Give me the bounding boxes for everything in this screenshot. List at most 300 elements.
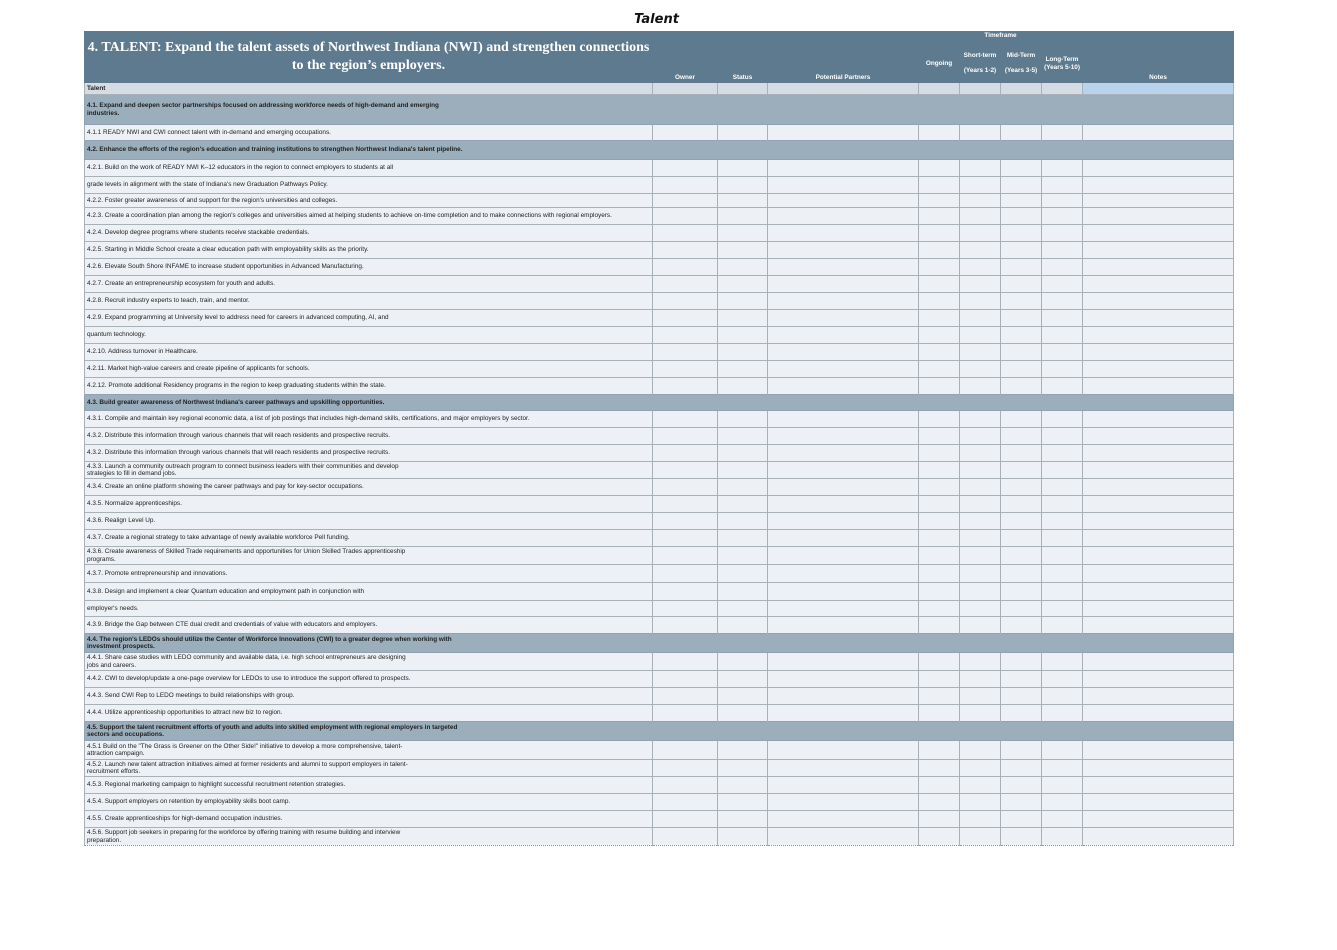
table-cell[interactable] <box>718 705 768 722</box>
table-cell[interactable] <box>768 225 919 242</box>
table-cell[interactable] <box>1042 496 1083 513</box>
table-cell[interactable] <box>919 177 960 194</box>
table-cell[interactable] <box>653 741 718 760</box>
table-cell[interactable] <box>1083 760 1234 777</box>
table-cell[interactable] <box>919 601 960 617</box>
table-cell[interactable] <box>653 530 718 547</box>
table-cell[interactable] <box>718 310 768 327</box>
table-cell[interactable] <box>718 741 768 760</box>
table-cell[interactable] <box>1083 705 1234 722</box>
table-cell[interactable] <box>1001 513 1042 530</box>
table-cell[interactable] <box>1001 428 1042 445</box>
table-cell[interactable] <box>653 601 718 617</box>
table-cell[interactable] <box>1083 479 1234 496</box>
table-cell[interactable] <box>653 310 718 327</box>
table-cell[interactable] <box>1083 496 1234 513</box>
table-cell[interactable] <box>768 194 919 208</box>
table-cell[interactable] <box>1001 378 1042 395</box>
table-cell[interactable] <box>919 194 960 208</box>
table-cell[interactable] <box>1042 479 1083 496</box>
table-cell[interactable] <box>919 583 960 601</box>
table-cell[interactable] <box>1001 208 1042 225</box>
table-cell[interactable] <box>1001 705 1042 722</box>
table-cell[interactable] <box>1083 530 1234 547</box>
table-cell[interactable] <box>1042 547 1083 565</box>
table-cell[interactable] <box>1042 344 1083 361</box>
table-cell[interactable] <box>653 462 718 479</box>
table-cell[interactable] <box>1083 276 1234 293</box>
table-cell[interactable] <box>919 479 960 496</box>
table-cell[interactable] <box>768 411 919 428</box>
table-cell[interactable] <box>768 445 919 462</box>
table-cell[interactable] <box>960 617 1001 634</box>
table-cell[interactable] <box>653 242 718 259</box>
table-cell[interactable] <box>960 310 1001 327</box>
table-cell[interactable] <box>1083 601 1234 617</box>
table-cell[interactable] <box>1042 653 1083 671</box>
table-cell[interactable] <box>653 777 718 794</box>
table-cell[interactable] <box>718 428 768 445</box>
table-cell[interactable] <box>1001 777 1042 794</box>
table-cell[interactable] <box>768 583 919 601</box>
table-cell[interactable] <box>1083 688 1234 705</box>
table-cell[interactable] <box>1083 344 1234 361</box>
table-cell[interactable] <box>1042 617 1083 634</box>
table-cell[interactable] <box>1042 208 1083 225</box>
table-cell[interactable] <box>653 513 718 530</box>
table-cell[interactable] <box>653 208 718 225</box>
table-cell[interactable] <box>768 705 919 722</box>
table-cell[interactable] <box>718 794 768 811</box>
table-cell[interactable] <box>1001 760 1042 777</box>
table-cell[interactable] <box>1042 794 1083 811</box>
table-cell[interactable] <box>1083 208 1234 225</box>
table-cell[interactable] <box>653 293 718 310</box>
table-cell[interactable] <box>718 344 768 361</box>
table-cell[interactable] <box>919 777 960 794</box>
table-cell[interactable] <box>1001 811 1042 828</box>
table-cell[interactable] <box>960 327 1001 344</box>
table-cell[interactable] <box>1042 242 1083 259</box>
table-cell[interactable] <box>1083 293 1234 310</box>
table-cell[interactable] <box>1001 547 1042 565</box>
table-cell[interactable] <box>768 653 919 671</box>
table-cell[interactable] <box>1042 160 1083 177</box>
table-cell[interactable] <box>768 310 919 327</box>
table-cell[interactable] <box>768 794 919 811</box>
table-cell[interactable] <box>960 705 1001 722</box>
table-cell[interactable] <box>1083 653 1234 671</box>
table-cell[interactable] <box>718 293 768 310</box>
table-cell[interactable] <box>919 428 960 445</box>
table-cell[interactable] <box>718 547 768 565</box>
table-cell[interactable] <box>768 760 919 777</box>
table-cell[interactable] <box>919 653 960 671</box>
table-cell[interactable] <box>718 653 768 671</box>
table-cell[interactable] <box>718 760 768 777</box>
table-cell[interactable] <box>960 177 1001 194</box>
table-cell[interactable] <box>718 479 768 496</box>
table-cell[interactable] <box>919 225 960 242</box>
table-cell[interactable] <box>653 828 718 846</box>
table-cell[interactable] <box>768 462 919 479</box>
table-cell[interactable] <box>1083 547 1234 565</box>
table-cell[interactable] <box>1001 479 1042 496</box>
table-cell[interactable] <box>653 160 718 177</box>
table-cell[interactable] <box>718 378 768 395</box>
table-cell[interactable] <box>919 125 960 141</box>
table-cell[interactable] <box>718 530 768 547</box>
table-cell[interactable] <box>960 411 1001 428</box>
table-cell[interactable] <box>718 259 768 276</box>
table-cell[interactable] <box>919 259 960 276</box>
table-cell[interactable] <box>1042 530 1083 547</box>
table-cell[interactable] <box>960 530 1001 547</box>
table-cell[interactable] <box>1042 671 1083 688</box>
table-cell[interactable] <box>960 688 1001 705</box>
table-cell[interactable] <box>768 276 919 293</box>
table-cell[interactable] <box>653 445 718 462</box>
table-cell[interactable] <box>718 411 768 428</box>
table-cell[interactable] <box>1001 177 1042 194</box>
table-cell[interactable] <box>1042 828 1083 846</box>
table-cell[interactable] <box>919 378 960 395</box>
table-cell[interactable] <box>1083 428 1234 445</box>
table-cell[interactable] <box>960 344 1001 361</box>
table-cell[interactable] <box>1083 794 1234 811</box>
table-cell[interactable] <box>653 496 718 513</box>
table-cell[interactable] <box>768 688 919 705</box>
table-cell[interactable] <box>1042 741 1083 760</box>
table-cell[interactable] <box>919 496 960 513</box>
table-cell[interactable] <box>919 513 960 530</box>
table-cell[interactable] <box>1083 513 1234 530</box>
table-cell[interactable] <box>653 811 718 828</box>
table-cell[interactable] <box>768 547 919 565</box>
table-cell[interactable] <box>1001 344 1042 361</box>
table-cell[interactable] <box>653 194 718 208</box>
table-cell[interactable] <box>1083 777 1234 794</box>
table-cell[interactable] <box>960 361 1001 378</box>
table-cell[interactable] <box>960 794 1001 811</box>
table-cell[interactable] <box>718 125 768 141</box>
table-cell[interactable] <box>1042 428 1083 445</box>
table-cell[interactable] <box>718 361 768 378</box>
table-cell[interactable] <box>960 276 1001 293</box>
table-cell[interactable] <box>919 208 960 225</box>
table-cell[interactable] <box>768 811 919 828</box>
table-cell[interactable] <box>1083 259 1234 276</box>
table-cell[interactable] <box>1042 411 1083 428</box>
table-cell[interactable] <box>960 760 1001 777</box>
table-cell[interactable] <box>653 565 718 583</box>
table-cell[interactable] <box>653 760 718 777</box>
table-cell[interactable] <box>718 811 768 828</box>
table-cell[interactable] <box>1083 378 1234 395</box>
table-cell[interactable] <box>1083 327 1234 344</box>
table-cell[interactable] <box>960 160 1001 177</box>
table-cell[interactable] <box>960 445 1001 462</box>
table-cell[interactable] <box>718 671 768 688</box>
table-cell[interactable] <box>768 671 919 688</box>
table-cell[interactable] <box>1083 741 1234 760</box>
table-cell[interactable] <box>1001 411 1042 428</box>
table-cell[interactable] <box>1083 177 1234 194</box>
table-cell[interactable] <box>1001 583 1042 601</box>
table-cell[interactable] <box>653 428 718 445</box>
table-cell[interactable] <box>1001 741 1042 760</box>
table-cell[interactable] <box>718 513 768 530</box>
table-cell[interactable] <box>653 411 718 428</box>
table-cell[interactable] <box>960 565 1001 583</box>
table-cell[interactable] <box>653 617 718 634</box>
table-cell[interactable] <box>960 601 1001 617</box>
table-cell[interactable] <box>718 601 768 617</box>
table-cell[interactable] <box>768 208 919 225</box>
table-cell[interactable] <box>768 777 919 794</box>
table-cell[interactable] <box>960 741 1001 760</box>
table-cell[interactable] <box>1083 462 1234 479</box>
table-cell[interactable] <box>960 293 1001 310</box>
table-cell[interactable] <box>718 777 768 794</box>
table-cell[interactable] <box>653 479 718 496</box>
table-cell[interactable] <box>1042 462 1083 479</box>
table-cell[interactable] <box>718 242 768 259</box>
table-cell[interactable] <box>1042 225 1083 242</box>
table-cell[interactable] <box>653 583 718 601</box>
table-cell[interactable] <box>718 177 768 194</box>
table-cell[interactable] <box>1001 462 1042 479</box>
table-cell[interactable] <box>960 428 1001 445</box>
table-cell[interactable] <box>1001 653 1042 671</box>
table-cell[interactable] <box>919 276 960 293</box>
table-cell[interactable] <box>1042 276 1083 293</box>
table-cell[interactable] <box>960 496 1001 513</box>
table-cell[interactable] <box>718 208 768 225</box>
table-cell[interactable] <box>1042 688 1083 705</box>
table-cell[interactable] <box>919 242 960 259</box>
table-cell[interactable] <box>960 225 1001 242</box>
table-cell[interactable] <box>1001 601 1042 617</box>
table-cell[interactable] <box>1001 361 1042 378</box>
table-cell[interactable] <box>919 565 960 583</box>
table-cell[interactable] <box>768 327 919 344</box>
table-cell[interactable] <box>1001 225 1042 242</box>
table-cell[interactable] <box>653 688 718 705</box>
table-cell[interactable] <box>960 513 1001 530</box>
table-cell[interactable] <box>1001 565 1042 583</box>
table-cell[interactable] <box>960 242 1001 259</box>
table-cell[interactable] <box>1001 310 1042 327</box>
table-cell[interactable] <box>1001 794 1042 811</box>
table-cell[interactable] <box>718 828 768 846</box>
table-cell[interactable] <box>919 462 960 479</box>
table-cell[interactable] <box>653 378 718 395</box>
table-cell[interactable] <box>1042 194 1083 208</box>
table-cell[interactable] <box>768 741 919 760</box>
table-cell[interactable] <box>1042 310 1083 327</box>
table-cell[interactable] <box>1001 242 1042 259</box>
table-cell[interactable] <box>653 225 718 242</box>
table-cell[interactable] <box>768 617 919 634</box>
table-cell[interactable] <box>1083 242 1234 259</box>
table-cell[interactable] <box>768 160 919 177</box>
table-cell[interactable] <box>768 242 919 259</box>
table-cell[interactable] <box>1042 445 1083 462</box>
table-cell[interactable] <box>1001 688 1042 705</box>
table-cell[interactable] <box>919 828 960 846</box>
table-cell[interactable] <box>1083 445 1234 462</box>
table-cell[interactable] <box>960 583 1001 601</box>
table-cell[interactable] <box>768 361 919 378</box>
table-cell[interactable] <box>960 125 1001 141</box>
table-cell[interactable] <box>1001 160 1042 177</box>
table-cell[interactable] <box>960 378 1001 395</box>
table-cell[interactable] <box>768 259 919 276</box>
table-cell[interactable] <box>1042 565 1083 583</box>
table-cell[interactable] <box>960 671 1001 688</box>
table-cell[interactable] <box>653 259 718 276</box>
table-cell[interactable] <box>1083 565 1234 583</box>
table-cell[interactable] <box>1083 225 1234 242</box>
table-cell[interactable] <box>1001 259 1042 276</box>
table-cell[interactable] <box>919 445 960 462</box>
table-cell[interactable] <box>1083 411 1234 428</box>
table-cell[interactable] <box>919 688 960 705</box>
table-cell[interactable] <box>960 208 1001 225</box>
table-cell[interactable] <box>1083 160 1234 177</box>
table-cell[interactable] <box>718 445 768 462</box>
table-cell[interactable] <box>919 310 960 327</box>
table-cell[interactable] <box>1001 293 1042 310</box>
table-cell[interactable] <box>718 276 768 293</box>
table-cell[interactable] <box>718 688 768 705</box>
table-cell[interactable] <box>1083 361 1234 378</box>
table-cell[interactable] <box>1083 671 1234 688</box>
table-cell[interactable] <box>1042 327 1083 344</box>
table-cell[interactable] <box>768 125 919 141</box>
table-cell[interactable] <box>718 496 768 513</box>
table-cell[interactable] <box>919 617 960 634</box>
table-cell[interactable] <box>1042 293 1083 310</box>
table-cell[interactable] <box>960 194 1001 208</box>
table-cell[interactable] <box>653 344 718 361</box>
table-cell[interactable] <box>718 617 768 634</box>
table-cell[interactable] <box>653 547 718 565</box>
table-cell[interactable] <box>768 530 919 547</box>
table-cell[interactable] <box>718 565 768 583</box>
table-cell[interactable] <box>919 530 960 547</box>
table-cell[interactable] <box>653 705 718 722</box>
table-cell[interactable] <box>1001 327 1042 344</box>
table-cell[interactable] <box>960 259 1001 276</box>
table-cell[interactable] <box>768 177 919 194</box>
table-cell[interactable] <box>919 344 960 361</box>
table-cell[interactable] <box>1001 617 1042 634</box>
table-cell[interactable] <box>960 653 1001 671</box>
table-cell[interactable] <box>1042 125 1083 141</box>
table-cell[interactable] <box>653 177 718 194</box>
table-cell[interactable] <box>768 293 919 310</box>
table-cell[interactable] <box>653 276 718 293</box>
table-cell[interactable] <box>653 125 718 141</box>
table-cell[interactable] <box>1042 259 1083 276</box>
table-cell[interactable] <box>718 462 768 479</box>
table-cell[interactable] <box>919 811 960 828</box>
table-cell[interactable] <box>960 811 1001 828</box>
table-cell[interactable] <box>1001 530 1042 547</box>
table-cell[interactable] <box>718 327 768 344</box>
table-cell[interactable] <box>1001 445 1042 462</box>
table-cell[interactable] <box>1083 583 1234 601</box>
table-cell[interactable] <box>1083 194 1234 208</box>
table-cell[interactable] <box>919 547 960 565</box>
table-cell[interactable] <box>960 777 1001 794</box>
table-cell[interactable] <box>718 194 768 208</box>
table-cell[interactable] <box>960 547 1001 565</box>
table-cell[interactable] <box>919 361 960 378</box>
table-cell[interactable] <box>1083 617 1234 634</box>
table-cell[interactable] <box>960 462 1001 479</box>
table-cell[interactable] <box>718 225 768 242</box>
table-cell[interactable] <box>1001 496 1042 513</box>
table-cell[interactable] <box>768 378 919 395</box>
table-cell[interactable] <box>1042 760 1083 777</box>
table-cell[interactable] <box>919 293 960 310</box>
table-cell[interactable] <box>1042 811 1083 828</box>
table-cell[interactable] <box>919 741 960 760</box>
table-cell[interactable] <box>919 327 960 344</box>
table-cell[interactable] <box>1083 310 1234 327</box>
table-cell[interactable] <box>653 361 718 378</box>
table-cell[interactable] <box>960 479 1001 496</box>
table-cell[interactable] <box>1042 705 1083 722</box>
table-cell[interactable] <box>1042 583 1083 601</box>
table-cell[interactable] <box>718 160 768 177</box>
table-cell[interactable] <box>768 513 919 530</box>
table-cell[interactable] <box>768 496 919 513</box>
table-cell[interactable] <box>1001 125 1042 141</box>
table-cell[interactable] <box>718 583 768 601</box>
table-cell[interactable] <box>653 671 718 688</box>
table-cell[interactable] <box>1042 378 1083 395</box>
table-cell[interactable] <box>1001 828 1042 846</box>
table-cell[interactable] <box>960 828 1001 846</box>
table-cell[interactable] <box>919 794 960 811</box>
table-cell[interactable] <box>919 671 960 688</box>
table-cell[interactable] <box>1042 777 1083 794</box>
table-cell[interactable] <box>1042 601 1083 617</box>
table-cell[interactable] <box>1083 811 1234 828</box>
table-cell[interactable] <box>919 160 960 177</box>
table-cell[interactable] <box>768 565 919 583</box>
table-cell[interactable] <box>768 344 919 361</box>
table-cell[interactable] <box>768 479 919 496</box>
table-cell[interactable] <box>1083 828 1234 846</box>
table-cell[interactable] <box>1042 513 1083 530</box>
table-cell[interactable] <box>768 601 919 617</box>
table-cell[interactable] <box>919 411 960 428</box>
table-cell[interactable] <box>919 705 960 722</box>
table-cell[interactable] <box>653 794 718 811</box>
table-cell[interactable] <box>653 653 718 671</box>
table-cell[interactable] <box>1042 361 1083 378</box>
table-cell[interactable] <box>653 327 718 344</box>
table-cell[interactable] <box>919 760 960 777</box>
table-cell[interactable] <box>1001 194 1042 208</box>
table-cell[interactable] <box>768 828 919 846</box>
table-cell[interactable] <box>1042 177 1083 194</box>
